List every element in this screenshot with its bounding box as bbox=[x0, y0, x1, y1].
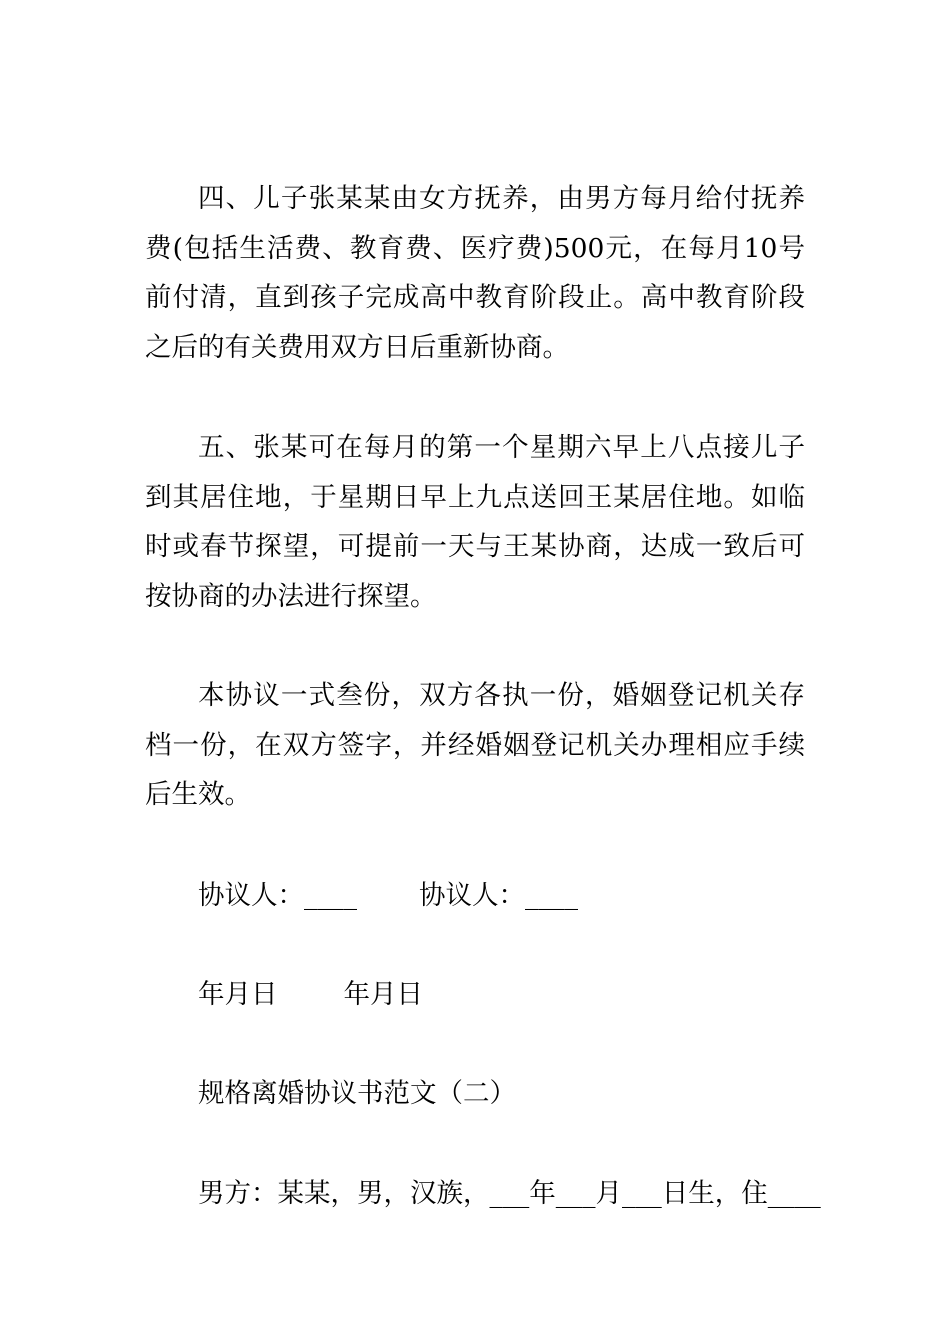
paragraph-custody: 四、儿子张某某由女方抚养，由男方每月给付抚养费(包括生活费、教育费、医疗费)500元，在每月10号前付清，直到孩子完成高中教育阶段止。高中教育阶段之后的有关费用双方日后重新协商。 bbox=[145, 183, 805, 363]
signature-party-2: 协议人：____ bbox=[419, 880, 578, 911]
paragraph-copies: 本协议一式叁份，双方各执一份，婚姻登记机关存档一份，在双方签字，并经婚姻登记机关办理相应手续后生效。 bbox=[145, 680, 805, 810]
date-party-2: 年月日 bbox=[343, 979, 423, 1010]
signature-line bbox=[198, 876, 578, 916]
paragraph-visitation: 五、张某可在每月的第一个星期六早上八点接儿子到其居住地，于星期日早上九点送回王某居住地。如临时或春节探望，可提前一天与王某协商，达成一致后可按协商的办法进行探望。 bbox=[145, 432, 805, 612]
date-party-1: 年月日 bbox=[198, 979, 278, 1010]
signature-party-1: 协议人：____ bbox=[198, 880, 357, 911]
male-party-line: 男方：某某，男，汉族，___年___月___日生，住____ bbox=[198, 1178, 821, 1209]
date-line bbox=[198, 975, 423, 1015]
section-title: 规格离婚协议书范文（二） bbox=[198, 1078, 516, 1109]
